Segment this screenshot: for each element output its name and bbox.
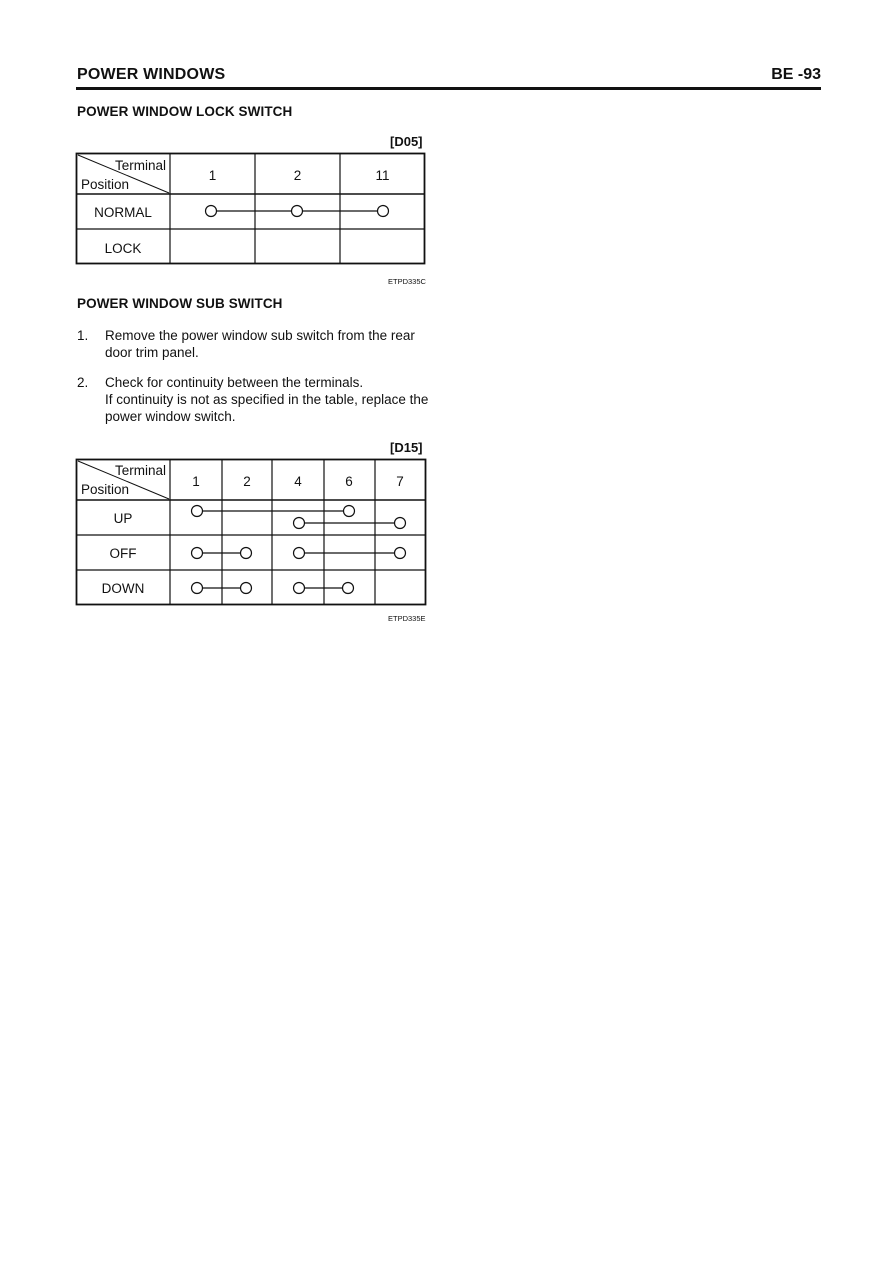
lock-switch-heading: POWER WINDOW LOCK SWITCH bbox=[77, 104, 293, 119]
sub-terminal-4: 4 bbox=[294, 474, 302, 489]
terminal-node bbox=[395, 518, 406, 529]
lock-corner-position: Position bbox=[81, 177, 130, 192]
page-section-title: POWER WINDOWS bbox=[77, 66, 226, 83]
terminal-node bbox=[241, 583, 252, 594]
step-2 bbox=[77, 374, 437, 426]
step-text: Remove the power window sub switch from the rear door trim panel. bbox=[105, 328, 415, 360]
sub-figure-code: ETPD335E bbox=[388, 614, 426, 623]
lock-switch-connector-label: [D05] bbox=[390, 134, 423, 149]
sub-terminal-2: 2 bbox=[243, 474, 251, 489]
lock-terminal-11: 11 bbox=[375, 168, 390, 183]
lock-corner-terminal: Terminal bbox=[114, 158, 166, 173]
terminal-node bbox=[344, 506, 355, 517]
sub-switch-heading: POWER WINDOW SUB SWITCH bbox=[77, 296, 283, 311]
terminal-node bbox=[192, 506, 203, 517]
page-number: BE -93 bbox=[771, 66, 821, 83]
sub-up-continuity bbox=[192, 506, 406, 529]
sub-row-off: OFF bbox=[109, 546, 137, 561]
sub-row-up: UP bbox=[113, 511, 133, 526]
terminal-node bbox=[294, 583, 305, 594]
terminal-node bbox=[206, 206, 217, 217]
terminal-node bbox=[241, 548, 252, 559]
step-number: 1. bbox=[77, 328, 89, 343]
step-1 bbox=[77, 327, 437, 361]
lock-normal-continuity bbox=[206, 206, 389, 217]
step-text: Check for continuity between the terminals. bbox=[105, 375, 364, 390]
lock-figure-code: ETPD335C bbox=[388, 277, 426, 286]
terminal-node bbox=[292, 206, 303, 217]
terminal-node bbox=[343, 583, 354, 594]
terminal-node bbox=[192, 583, 203, 594]
sub-corner-position: Position bbox=[81, 482, 130, 497]
terminal-node bbox=[378, 206, 389, 217]
sub-terminal-7: 7 bbox=[396, 474, 404, 489]
sub-switch-connector-label: [D15] bbox=[390, 440, 423, 455]
lock-row-lock: LOCK bbox=[104, 241, 142, 256]
terminal-node bbox=[294, 518, 305, 529]
sub-corner-terminal: Terminal bbox=[114, 463, 166, 478]
step-number: 2. bbox=[77, 375, 89, 390]
terminal-node bbox=[395, 548, 406, 559]
sub-terminal-6: 6 bbox=[345, 474, 353, 489]
sub-off-continuity bbox=[192, 548, 406, 559]
lock-terminal-1: 1 bbox=[208, 168, 217, 183]
sub-row-down: DOWN bbox=[101, 581, 145, 596]
lock-terminal-2: 2 bbox=[293, 168, 302, 183]
lock-row-normal: NORMAL bbox=[94, 205, 152, 220]
terminal-node bbox=[192, 548, 203, 559]
step-note: If continuity is not as specified in the table, replace the power window switch. bbox=[105, 392, 429, 424]
terminal-node bbox=[294, 548, 305, 559]
sub-terminal-1: 1 bbox=[192, 474, 200, 489]
